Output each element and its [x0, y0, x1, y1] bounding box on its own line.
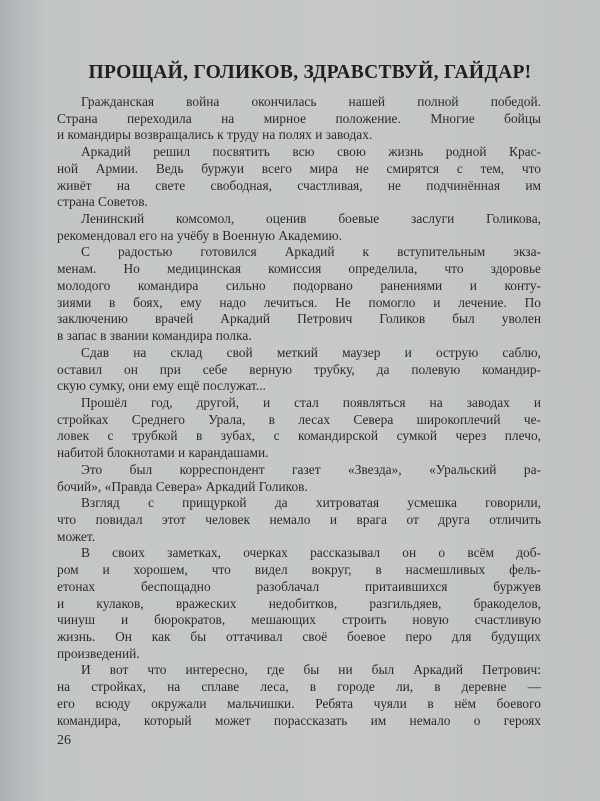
- text-line: в запас в звании командира полка.: [57, 328, 252, 344]
- body-text: [57, 94, 541, 729]
- text-line: набитой блокнотами и карандашами.: [57, 445, 269, 461]
- text-line: на стройках, на сплаве леса, в городе ли, в деревне —: [57, 679, 541, 695]
- text-line: рекомендовал его на учёбу в Военную Академию.: [57, 227, 343, 243]
- text-line: Взгляд с прищуркой да хитроватая усмешка говорили,: [81, 495, 541, 511]
- text-line: Гражданская война окончилась нашей полной победой.: [81, 94, 541, 109]
- text-line: Прошёл год, другой, и стал появляться на заводах и: [81, 394, 541, 410]
- text-line: И вот что интересно, где бы ни был Аркадий Петрович:: [81, 662, 541, 678]
- text-line: Сдав на склад свой меткий маузер и острую саблю,: [81, 344, 541, 360]
- text-line: Аркадий решил посвятить всю свою жизнь родной Крас-: [81, 144, 541, 160]
- text-line: В своих заметках, очерках рассказывал он о всём доб-: [81, 545, 541, 561]
- text-line: стройках Среднего Урала, в лесах Севера широкоплечий че-: [57, 411, 541, 427]
- text-line: зиями в боях, ему надо лечиться. Не помогло и лечение. По: [57, 294, 541, 310]
- text-line: Страна переходила на мирное положение. Многие бойцы: [57, 110, 541, 126]
- page-number: 26: [57, 733, 71, 748]
- text-line: етонах беспощадно разоблачал притаившихся буржуев: [57, 578, 541, 594]
- text-line: командира, который может порассказать им немало о героях: [57, 712, 541, 728]
- text-line: менам. Но медицинская комиссия определила, что здоровье: [57, 261, 541, 277]
- text-line: страна Советов.: [57, 194, 148, 210]
- text-line: и командиры возвращались к труду на полях и заводах.: [57, 127, 373, 143]
- text-line: ловек с трубкой в зубах, с командирской сумкой через плечо,: [57, 428, 541, 444]
- text-line: С радостью готовился Аркадий к вступительным экза-: [81, 244, 541, 260]
- text-line: может.: [57, 528, 96, 544]
- text-line: Это был корреспондент газет «Звезда», «Уральский ра-: [81, 461, 541, 477]
- text-line: оставил он при себе верную трубку, да полевую командир-: [57, 361, 541, 377]
- text-line: заключению врачей Аркадий Петрович Голиков был уволен: [57, 311, 541, 327]
- text-line: бочий», «Правда Севера» Аркадий Голиков.: [57, 478, 308, 494]
- text-line: что повидал этот человек немало и врага от друга отличить: [57, 511, 541, 527]
- text-line: произведений.: [57, 645, 140, 661]
- text-line: ром и хорошем, что видел вокруг, в насмешливых фель-: [57, 562, 541, 578]
- text-line: чинуш и бюрократов, мешающих строить новую счастливую: [57, 612, 541, 628]
- text-line: молодого командира сильно подорвано ранениями и конту-: [57, 277, 541, 293]
- text-line: живёт на свете свободная, счастливая, не подчинённая им: [57, 177, 541, 193]
- text-line: жизнь. Он как бы оттачивал своё боевое перо для будущих: [57, 629, 541, 644]
- chapter-title: ПРОЩАЙ, ГОЛИКОВ, ЗДРАВСТВУЙ, ГАЙДАР!: [88, 62, 532, 83]
- text-line: Ленинский комсомол, оценив боевые заслуги Голикова,: [81, 211, 541, 227]
- text-line: ной Армии. Ведь буржуи всего мира не смирятся с тем, что: [57, 160, 541, 176]
- text-line: скую сумку, они ему ещё послужат...: [57, 378, 266, 394]
- text-line: его всюду окружали мальчишки. Ребята чуяли в нём боевого: [57, 695, 541, 711]
- text-line: и кулаков, вражеских недобитков, разгильдяев, бракоделов,: [57, 595, 541, 611]
